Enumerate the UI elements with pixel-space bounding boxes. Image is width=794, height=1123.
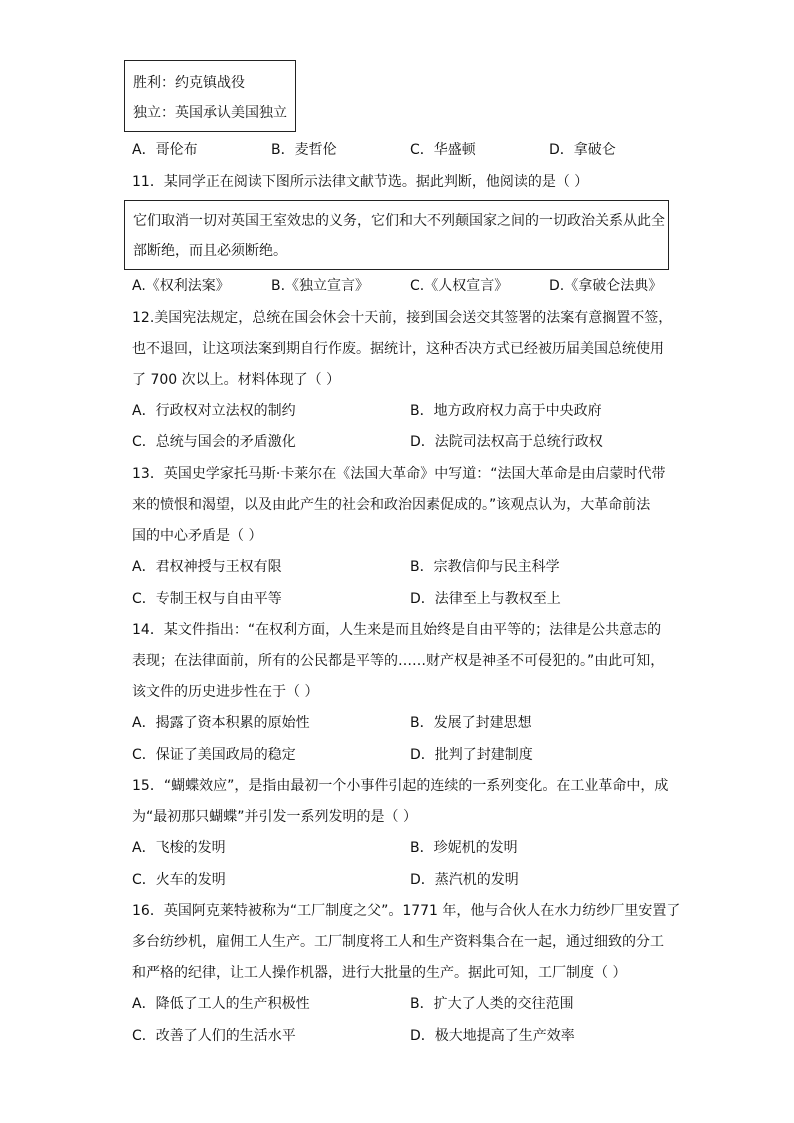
q12-option-a: A．行政权对立法权的制约 [132, 403, 296, 419]
q13-line-2: 来的愤恨和渴望，以及由此产生的社会和政治因素促成的。”该观点认为，大革命前法 [132, 497, 651, 513]
q16-line-2: 多台纺纱机，雇佣工人生产。工厂制度将工人和生产资料集合在一起，通过细致的分工 [132, 934, 664, 950]
q14-option-d: D．批判了封建制度 [410, 747, 533, 763]
q11-option-b: B.《独立宣言》 [271, 278, 370, 294]
q15-line-2: 为“最初那只蝴蝶”并引发一系列发明的是（ ） [132, 809, 417, 825]
q14-line-1: 14．某文件指出：“在权利方面，人生来是而且始终是自由平等的；法律是公共意志的 [132, 622, 662, 638]
quote-line-1: 它们取消一切对英国王室效忠的义务，它们和大不列颠国家之间的一切政治关系从此全 [133, 213, 665, 229]
q14-line-3: 该文件的历史进步性在于（ ） [132, 684, 319, 700]
q12-line-2: 也不退回，让这项法案到期自行作废。据统计，这种否决方式已经被历届美国总统使用 [132, 341, 664, 357]
q14-option-c: C．保证了美国政局的稳定 [132, 747, 296, 763]
q14-option-a: A．揭露了资本积累的原始性 [132, 715, 310, 731]
q15-option-b: B．珍妮机的发明 [410, 840, 518, 856]
q13-line-1: 13．英国史学家托马斯·卡莱尔在《法国大革命》中写道：“法国大革命是由启蒙时代带 [132, 466, 666, 482]
q15-line-1: 15．“蝴蝶效应”，是指由最初一个小事件引起的连续的一系列变化。在工业革命中，成 [132, 778, 669, 794]
q15-option-a: A．飞梭的发明 [132, 840, 226, 856]
q13-option-d: D．法律至上与教权至上 [410, 591, 561, 607]
q13-option-b: B．宗教信仰与民主科学 [410, 559, 560, 575]
q10-option-d: D．拿破仑 [549, 142, 616, 158]
q10-option-c: C．华盛顿 [410, 142, 476, 158]
q10-option-b: B．麦哲伦 [271, 142, 337, 158]
q11-stem: 11．某同学正在阅读下图所示法律文献节选。据此判断，他阅读的是（ ） [132, 174, 589, 190]
quote-box [124, 200, 669, 270]
box-line-independence: 独立：英国承认美国独立 [133, 105, 287, 121]
q13-option-a: A．君权神授与王权有限 [132, 559, 282, 575]
quote-line-2: 部断绝，而且必须断绝。 [133, 243, 287, 259]
q16-line-3: 和严格的纪律，让工人操作机器，进行大批量的生产。据此可知，工厂制度（ ） [132, 965, 627, 981]
q16-option-b: B．扩大了人类的交往范围 [410, 996, 574, 1012]
q16-option-d: D．极大地提高了生产效率 [410, 1028, 575, 1044]
q16-option-a: A．降低了工人的生产积极性 [132, 996, 310, 1012]
q15-option-c: C．火车的发明 [132, 872, 226, 888]
q12-option-b: B．地方政府权力高于中央政府 [410, 403, 602, 419]
q11-option-d: D.《拿破仑法典》 [549, 278, 663, 294]
q13-line-3: 国的中心矛盾是（ ） [132, 528, 263, 544]
q16-line-1: 16．英国阿克莱特被称为“工厂制度之父”。1771 年，他与合伙人在水力纺纱厂里安置了 [132, 903, 681, 919]
q13-option-c: C．专制王权与自由平等 [132, 591, 282, 607]
q12-line-3: 了 700 次以上。材料体现了（ ） [132, 372, 341, 388]
q12-option-d: D．法院司法权高于总统行政权 [410, 434, 603, 450]
q11-option-a: A.《权利法案》 [132, 278, 230, 294]
q12-line-1: 12.美国宪法规定，总统在国会休会十天前，接到国会送交其签署的法案有意搁置不签， [132, 310, 673, 326]
q14-line-2: 表现；在法律面前，所有的公民都是平等的……财产权是神圣不可侵犯的。”由此可知， [132, 653, 665, 669]
material-box [124, 60, 296, 132]
q12-option-c: C．总统与国会的矛盾激化 [132, 434, 296, 450]
box-line-victory: 胜利：约克镇战役 [133, 75, 245, 91]
q16-option-c: C．改善了人们的生活水平 [132, 1028, 296, 1044]
q11-option-c: C.《人权宣言》 [410, 278, 509, 294]
q10-option-a: A．哥伦布 [132, 142, 198, 158]
q15-option-d: D．蒸汽机的发明 [410, 872, 519, 888]
q14-option-b: B．发展了封建思想 [410, 715, 532, 731]
